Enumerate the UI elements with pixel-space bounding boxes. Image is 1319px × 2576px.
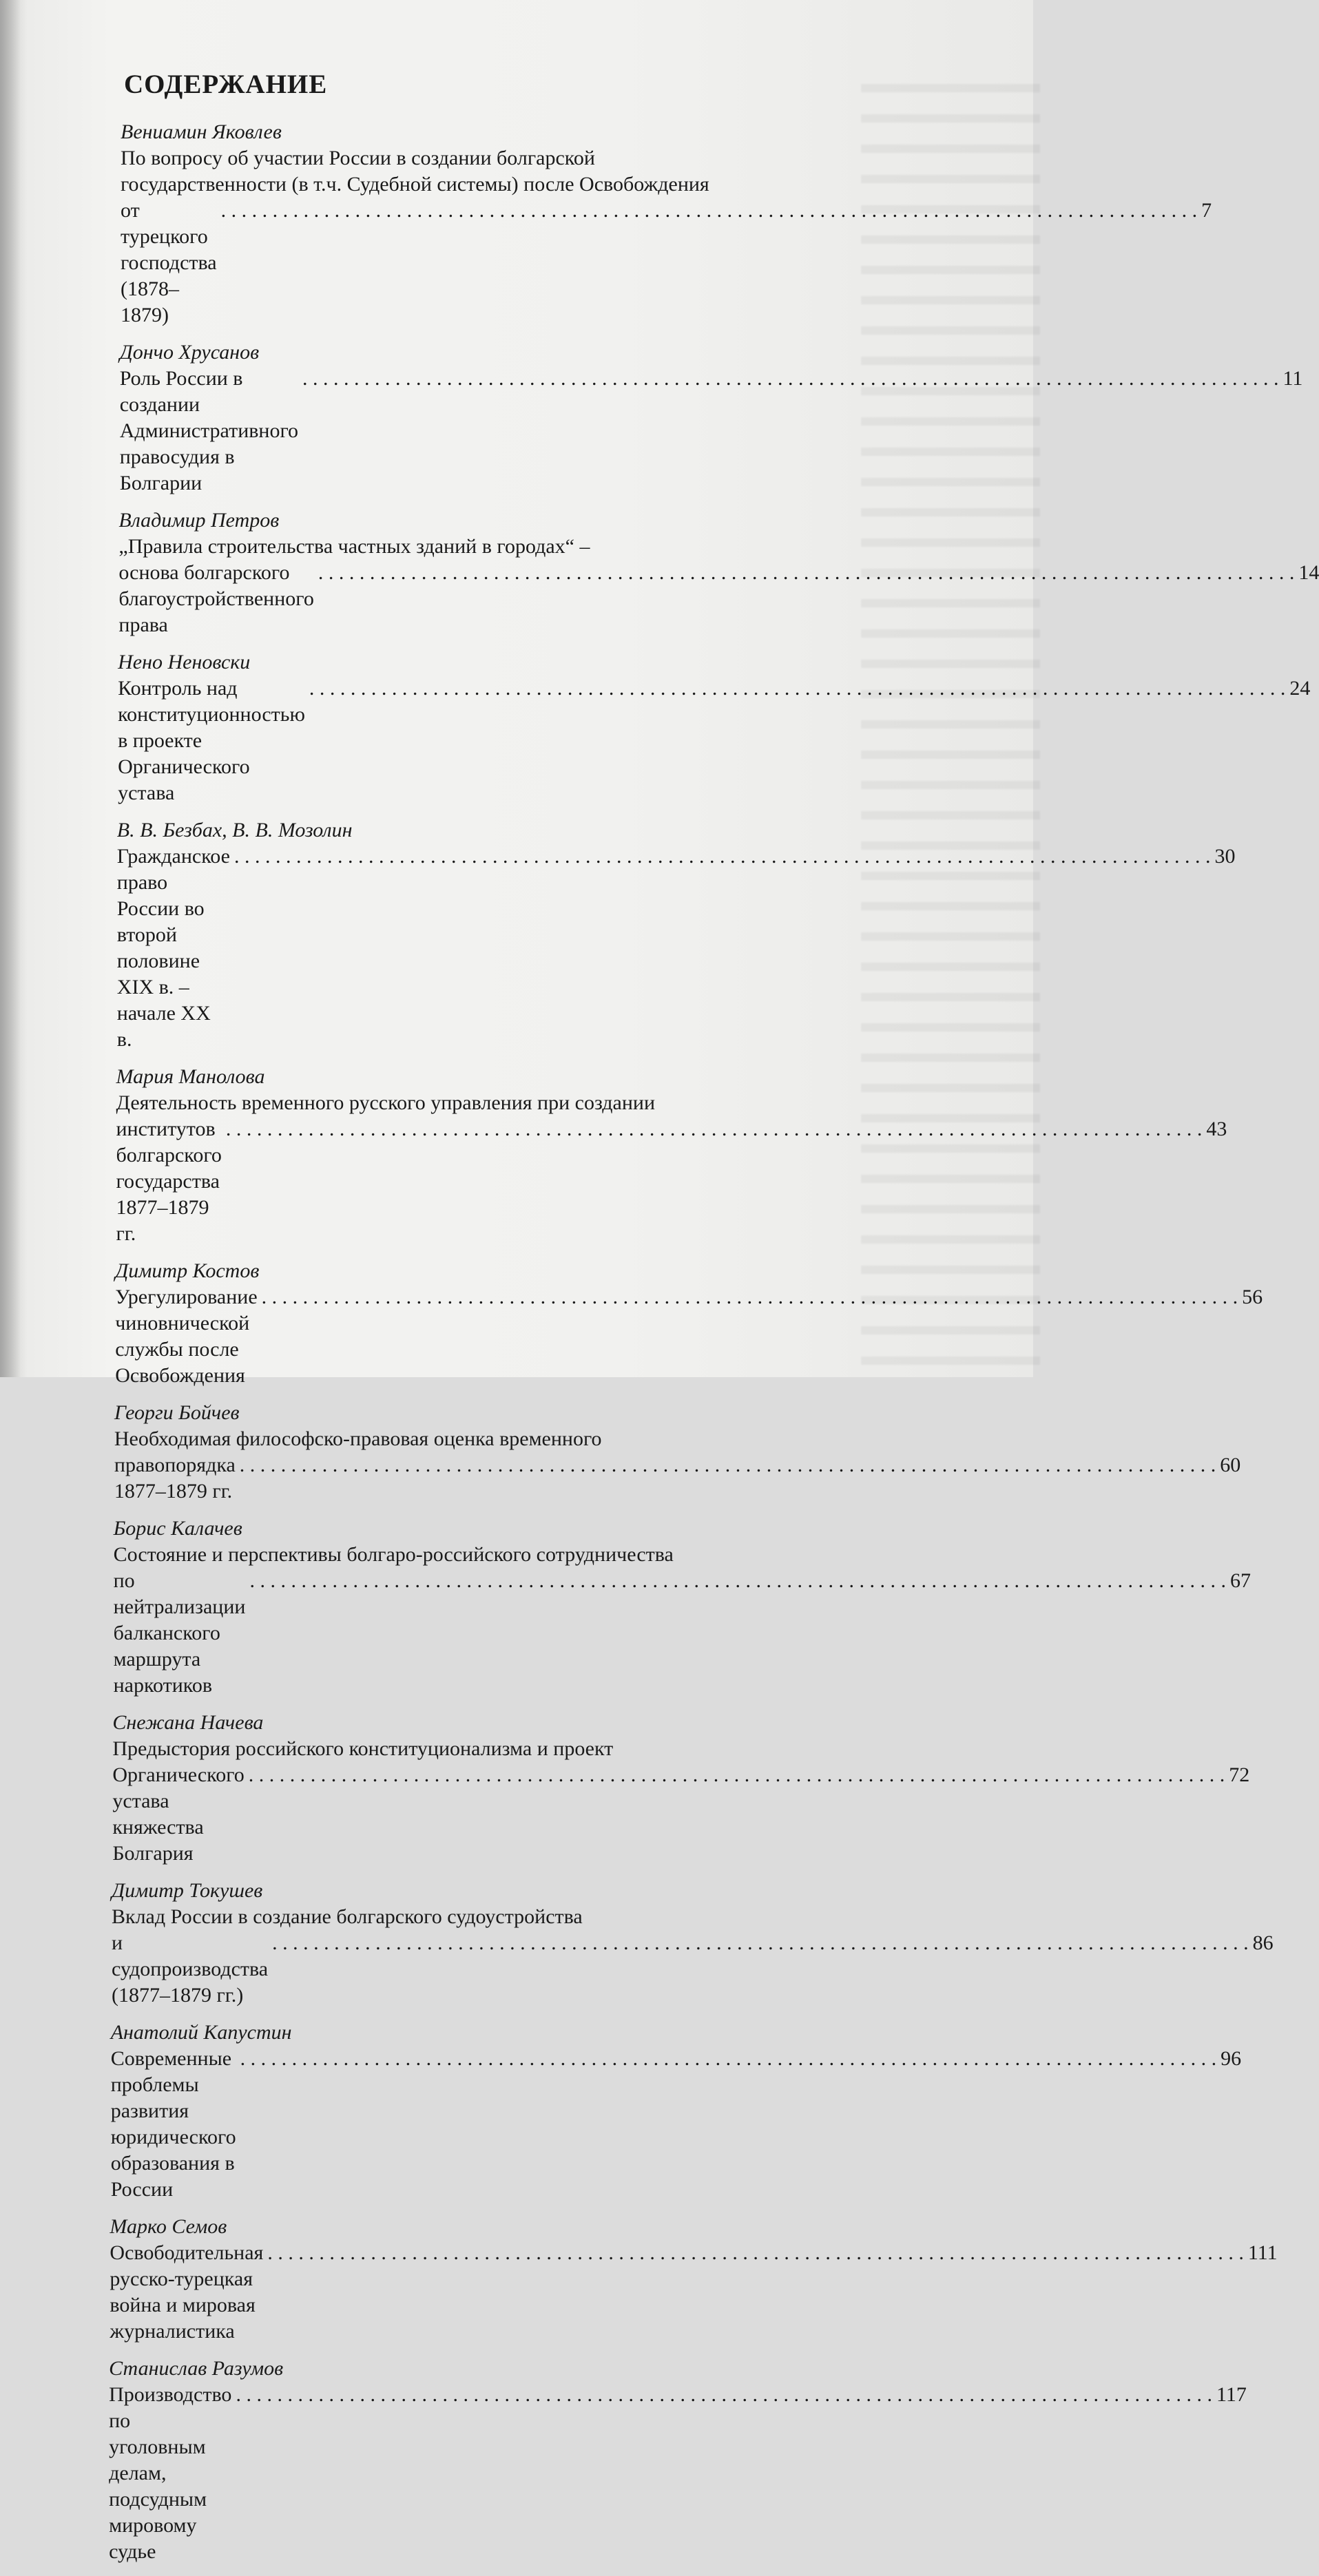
entry-title-line: Предыстория российского конституционализма и проект — [112, 1737, 614, 1760]
page-number: 111 — [1247, 2241, 1278, 2264]
dot-leader — [318, 560, 1295, 586]
page-number: 96 — [1221, 2047, 1242, 2070]
toc-entry — [115, 1258, 1263, 1389]
entry-title-line — [110, 2046, 1242, 2203]
table-of-contents — [109, 69, 1319, 2576]
entry-author: Снежана Начева — [112, 1711, 264, 1734]
entry-title-line — [115, 1284, 1263, 1389]
entry-title-line: По вопросу об участии России в создании болгарской — [121, 147, 595, 169]
entry-title-text: Современные проблемы развития юридического образования в России — [110, 2047, 236, 2201]
entry-title-line — [113, 1568, 1251, 1699]
dot-leader — [226, 1116, 1203, 1142]
page-number: 117 — [1216, 2383, 1247, 2406]
dot-leader — [249, 1762, 1225, 1788]
entry-title-text: Органического устава княжества Болгария — [112, 1763, 245, 1865]
page-number: 14 — [1298, 561, 1319, 584]
page-number: 56 — [1242, 1286, 1263, 1308]
entry-author: Станислав Разумов — [109, 2357, 284, 2380]
entry-title-text: Производство по уголовным делам, подсудным мировому судье — [109, 2383, 232, 2563]
toc-entry — [109, 2356, 1247, 2565]
page-title: СОДЕРЖАНИЕ — [124, 70, 328, 99]
page-number: 7 — [1201, 199, 1212, 222]
page-number: 30 — [1214, 845, 1236, 868]
dot-leader — [240, 2046, 1217, 2072]
toc-entry — [121, 119, 1212, 328]
page-number: 11 — [1282, 367, 1303, 390]
page-number: 86 — [1252, 1931, 1274, 1954]
dot-leader — [234, 844, 1211, 870]
entry-title-text: Урегулирование чиновнической службы после Освобождения — [115, 1286, 258, 1387]
toc-entry — [118, 507, 1319, 638]
entry-title-text: по нейтрализации балканского маршрута наркотиков — [113, 1569, 246, 1697]
entry-title-text: институтов болгарского государства 1877–1879 гг. — [116, 1118, 222, 1245]
entry-title-line — [110, 2240, 1278, 2345]
toc-entry — [113, 1516, 1251, 1699]
entry-author: Анатолий Капустин — [110, 2021, 292, 2044]
page-number: 60 — [1220, 1454, 1241, 1476]
entry-title-line — [112, 1762, 1250, 1867]
toc-entry — [116, 1064, 1227, 1247]
toc-entry — [110, 2020, 1242, 2203]
toc-entry — [110, 2214, 1278, 2345]
entry-title-text: основа болгарского благоустройственного права — [118, 561, 314, 636]
entry-title-text: от турецкого господства (1878–1879) — [121, 199, 217, 326]
dot-leader — [302, 366, 1279, 392]
dot-leader — [267, 2240, 1244, 2266]
entry-author: В. В. Безбах, В. В. Мозолин — [116, 819, 353, 841]
toc-entry — [116, 817, 1236, 1053]
toc-entry — [119, 339, 1303, 496]
dot-leader — [272, 1930, 1249, 1956]
entry-title-line: „Правила строительства частных зданий в городах“ – — [118, 535, 590, 558]
entry-title-line — [109, 2382, 1247, 2565]
entry-title-line — [116, 1116, 1227, 1247]
entry-title-line: Деятельность временного русского управления при создании — [116, 1091, 656, 1114]
entry-author: Нено Неновски — [118, 651, 251, 673]
toc-entry — [118, 649, 1311, 806]
entry-author: Владимир Петров — [118, 509, 280, 532]
dot-leader — [262, 1284, 1238, 1310]
entry-title-line — [121, 198, 1212, 328]
entry-title-line: Вклад России в создание болгарского судоустройства — [112, 1905, 583, 1928]
entry-title-line: Необходимая философско-правовая оценка временного — [114, 1427, 602, 1450]
entry-title-text: и судопроизводства (1877–1879 гг.) — [112, 1931, 269, 2007]
toc-entry — [112, 1710, 1250, 1867]
entry-author: Димитр Костов — [115, 1259, 260, 1282]
toc-entry — [114, 1400, 1241, 1505]
entry-title-line — [118, 560, 1319, 638]
entry-author: Димитр Токушев — [112, 1879, 263, 1902]
toc-entry — [112, 1878, 1274, 2009]
entry-author: Дончо Хрусанов — [119, 341, 260, 364]
entry-title-line — [112, 1930, 1274, 2009]
entry-author: Борис Калачев — [113, 1517, 242, 1540]
page-number: 43 — [1206, 1118, 1227, 1140]
entry-title-line — [118, 676, 1311, 806]
entry-title-text: Роль России в создании Административного правосудия в Болгарии — [119, 367, 299, 494]
page-number: 67 — [1229, 1569, 1251, 1592]
entry-author: Мария Манолова — [116, 1065, 265, 1088]
entry-title-text: правопорядка 1877–1879 гг. — [114, 1454, 236, 1502]
entry-title-line: Состояние и перспективы болгаро-российского сотрудничества — [113, 1543, 674, 1566]
entry-author: Марко Семов — [110, 2215, 227, 2238]
dot-leader — [249, 1568, 1226, 1594]
entry-title-text: Гражданское право России во второй половине XIX в. – начале XX в. — [116, 845, 230, 1051]
entry-title-line — [116, 844, 1236, 1053]
page-number: 24 — [1289, 677, 1311, 700]
entry-title-line — [114, 1452, 1241, 1505]
dot-leader — [309, 676, 1286, 702]
dot-leader — [221, 198, 1198, 224]
entry-title-line — [119, 366, 1303, 496]
entry-title-text: Контроль над конституционностью в проекте Органического устава — [118, 677, 305, 804]
entry-title-line: государственности (в т.ч. Судебной системы) после Освобождения — [121, 173, 709, 196]
dot-leader — [240, 1452, 1216, 1478]
gutter-shadow — [0, 0, 21, 1377]
entry-title-text: Освободительная русско-турецкая война и мировая журналистика — [110, 2241, 264, 2343]
dot-leader — [236, 2382, 1212, 2408]
toc-entries — [109, 119, 1319, 2565]
entry-author: Георги Бойчев — [114, 1401, 240, 1424]
page-number: 72 — [1229, 1763, 1250, 1786]
entry-author: Вениамин Яковлев — [121, 121, 282, 143]
